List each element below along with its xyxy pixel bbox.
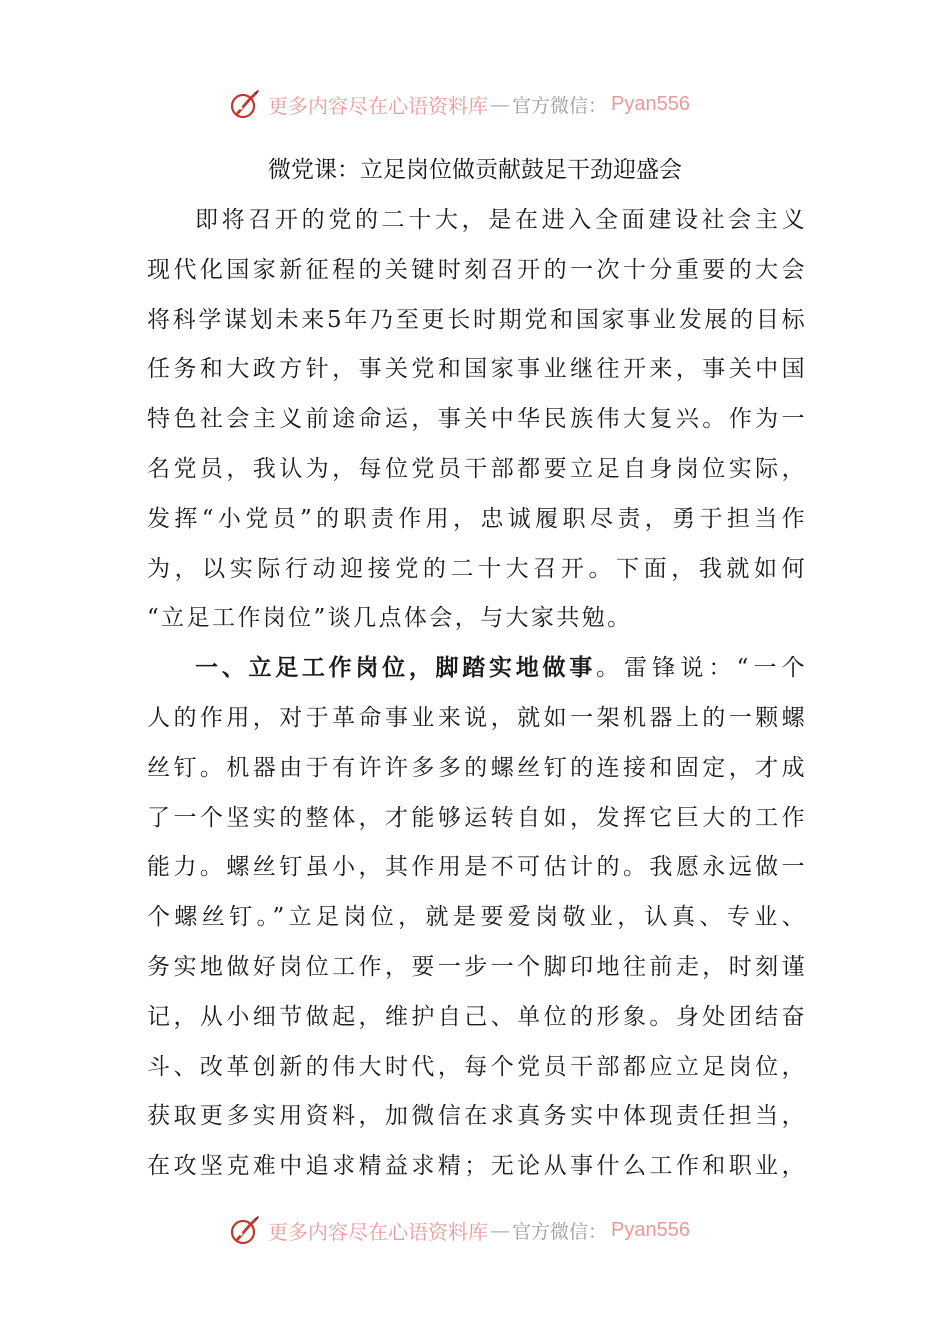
paragraph-text: 。雷锋说：“一个 [595, 655, 807, 682]
watermark-dash: — [490, 1218, 510, 1242]
document-title: 微党课：立足岗位做贡献鼓足干劲迎盛会 [268, 157, 682, 183]
document-body [147, 196, 807, 1192]
paragraph-line: 个螺丝钉。”立足岗位，就是要爱岗敬业，认真、专业、 [147, 904, 807, 931]
watermark-side-text: 官方微信： [512, 94, 608, 117]
watermark-side-text: 官方微信： [512, 1220, 608, 1243]
paragraph-line: 获取更多实用资料，加微信在求真务实中体现责任担当， [147, 1103, 807, 1130]
paragraph-line: 记，从小细节做起，维护自己、单位的形象。身处团结奋 [147, 1003, 807, 1030]
watermark-main-text: 更多内容尽在心语资料库 [268, 1219, 488, 1244]
paragraph-line: 现代化国家新征程的关键时刻召开的一次十分重要的大会 [147, 256, 807, 283]
section-heading: 一、立足工作岗位，脚踏实地做事 [195, 655, 596, 682]
watermark-dash: — [490, 92, 510, 116]
paragraph-line: 务实地做好岗位工作，要一步一个脚印地往前走，时刻谨 [147, 953, 807, 980]
paragraph-line: 即将召开的党的二十大，是在进入全面建设社会主义 [195, 207, 807, 233]
paragraph-line: 特色社会主义前途命运，事关中华民族伟大复兴。作为一 [147, 406, 807, 433]
section-heading-line [147, 644, 807, 694]
paragraph-line: “立足工作岗位”谈几点体会，与大家共勉。 [147, 605, 633, 632]
watermark-id: Pyan556 [611, 92, 690, 115]
paragraph-line: 名党员，我认为，每位党员干部都要立足自身岗位实际， [147, 455, 807, 482]
paragraph-line: 为，以实际行动迎接党的二十大召开。下面，我就如何 [147, 555, 807, 582]
watermark-footer [228, 1210, 690, 1250]
paragraph-line: 丝钉。机器由于有许许多多的螺丝钉的连接和固定，才成 [147, 754, 807, 781]
paragraph-line: 任务和大政方针，事关党和国家事业继往开来，事关中国 [147, 356, 807, 383]
pen-nib-logo-icon [228, 87, 262, 121]
paragraph-line: 斗、改革创新的伟大时代，每个党员干部都应立足岗位， [147, 1053, 807, 1080]
pen-nib-logo-icon [228, 1213, 262, 1247]
watermark-header [228, 84, 690, 124]
paragraph-line: 在攻坚克难中追求精益求精；无论从事什么工作和职业， [147, 1153, 807, 1180]
paragraph-line: 将科学谋划未来5年乃至更长时期党和国家事业发展的目标 [147, 306, 807, 333]
paragraph-line: 人的作用，对于革命事业来说，就如一架机器上的一颗螺 [147, 704, 807, 731]
paragraph-line: 能力。螺丝钉虽小，其作用是不可估计的。我愿永远做一 [147, 854, 807, 881]
watermark-main-text: 更多内容尽在心语资料库 [268, 93, 488, 118]
paragraph-line: 了一个坚实的整体，才能够运转自如，发挥它巨大的工作 [147, 804, 807, 831]
watermark-id: Pyan556 [611, 1218, 690, 1241]
paragraph-line: 发挥“小党员”的职责作用，忠诚履职尽责，勇于担当作 [147, 505, 807, 532]
